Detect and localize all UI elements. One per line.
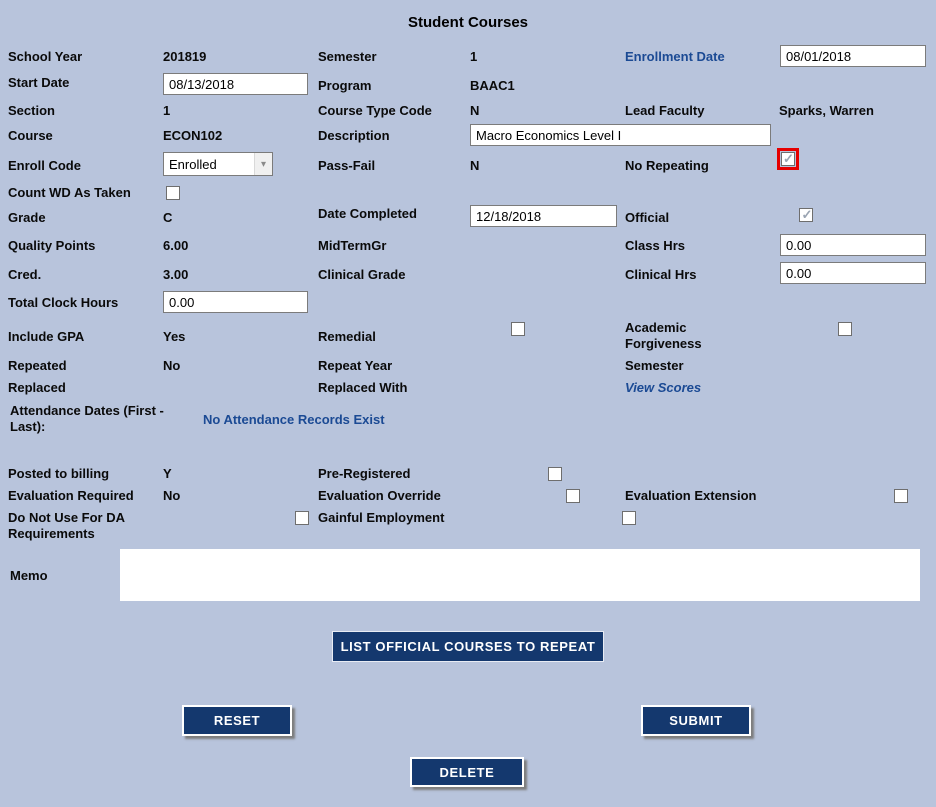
attendance-records-status: No Attendance Records Exist [203, 412, 385, 427]
include-gpa-label: Include GPA [8, 329, 85, 344]
date-completed-input[interactable] [470, 205, 617, 227]
date-completed-label: Date Completed [318, 206, 417, 221]
remedial-checkbox[interactable] [511, 322, 525, 336]
chevron-down-icon[interactable]: ▾ [254, 153, 272, 175]
program-value: BAAC1 [470, 78, 515, 93]
evaluation-extension-checkbox[interactable] [894, 489, 908, 503]
memo-label: Memo [10, 568, 48, 583]
school-year-value: 201819 [163, 49, 207, 64]
evaluation-required-label: Evaluation Required [8, 488, 134, 503]
pass-fail-value: N [470, 158, 480, 173]
reset-button[interactable]: RESET [182, 705, 292, 736]
quality-points-value: 6.00 [163, 238, 189, 253]
school-year-label: School Year [8, 49, 83, 64]
list-official-courses-button[interactable]: LIST OFFICIAL COURSES TO REPEAT [332, 631, 604, 662]
enroll-code-selected-value: Enrolled [169, 156, 217, 172]
evaluation-required-value: No [163, 488, 181, 503]
academic-forgiveness-checkbox[interactable] [838, 322, 852, 336]
class-hrs-label: Class Hrs [625, 238, 685, 253]
course-value: ECON102 [163, 128, 223, 143]
lead-faculty-value: Sparks, Warren [779, 103, 874, 118]
count-wd-checkbox[interactable] [166, 186, 180, 200]
evaluation-override-label: Evaluation Override [318, 488, 441, 503]
pre-registered-checkbox[interactable] [548, 467, 562, 481]
description-label: Description [318, 128, 390, 143]
enrollment-date-input[interactable] [780, 45, 926, 67]
do-not-use-da-label: Do Not Use For DA Requirements [8, 510, 125, 541]
cred-value: 3.00 [163, 267, 189, 282]
official-checkbox[interactable] [799, 208, 813, 222]
do-not-use-da-checkbox[interactable] [295, 511, 309, 525]
enroll-code-select[interactable] [163, 152, 273, 176]
grade-value: C [163, 210, 173, 225]
start-date-input[interactable] [163, 73, 308, 95]
clinical-hrs-label: Clinical Hrs [625, 267, 697, 282]
lead-faculty-label: Lead Faculty [625, 103, 705, 118]
repeat-year-label: Repeat Year [318, 358, 393, 373]
enroll-code-label: Enroll Code [8, 158, 81, 173]
evaluation-extension-label: Evaluation Extension [625, 488, 757, 503]
start-date-label: Start Date [8, 75, 70, 90]
no-repeating-label: No Repeating [625, 158, 709, 173]
replaced-label: Replaced [8, 380, 66, 395]
posted-to-billing-value: Y [163, 466, 172, 481]
grade-label: Grade [8, 210, 46, 225]
memo-textarea[interactable] [120, 549, 920, 601]
quality-points-label: Quality Points [8, 238, 96, 253]
no-repeating-highlight [777, 148, 799, 170]
gainful-employment-label: Gainful Employment [318, 510, 445, 525]
remedial-label: Remedial [318, 329, 376, 344]
section-label: Section [8, 103, 55, 118]
gainful-employment-checkbox[interactable] [622, 511, 636, 525]
no-repeating-checkbox[interactable] [781, 152, 795, 166]
total-clock-hours-input[interactable] [163, 291, 308, 313]
pre-registered-label: Pre-Registered [318, 466, 411, 481]
official-label: Official [625, 210, 670, 225]
clinical-hrs-input[interactable] [780, 262, 926, 284]
submit-button[interactable]: SUBMIT [641, 705, 751, 736]
section-value: 1 [163, 103, 171, 118]
clinical-grade-label: Clinical Grade [318, 267, 406, 282]
repeat-semester-label: Semester [625, 358, 684, 373]
page-title: Student Courses [407, 14, 528, 31]
enrollment-date-label[interactable]: Enrollment Date [625, 49, 725, 64]
midtermgr-label: MidTermGr [318, 238, 387, 253]
total-clock-hours-label: Total Clock Hours [8, 295, 119, 310]
view-scores-link[interactable]: View Scores [625, 380, 702, 395]
cred-label: Cred. [8, 267, 42, 282]
description-input[interactable] [470, 124, 771, 146]
course-type-code-value: N [470, 103, 480, 118]
repeated-label: Repeated [8, 358, 67, 373]
include-gpa-value: Yes [163, 329, 186, 344]
evaluation-override-checkbox[interactable] [566, 489, 580, 503]
program-label: Program [318, 78, 372, 93]
class-hrs-input[interactable] [780, 234, 926, 256]
repeated-value: No [163, 358, 181, 373]
course-type-code-label: Course Type Code [318, 103, 432, 118]
count-wd-label: Count WD As Taken [8, 185, 131, 200]
pass-fail-label: Pass-Fail [318, 158, 376, 173]
attendance-dates-label: Attendance Dates (First - Last): [10, 403, 164, 434]
course-label: Course [8, 128, 53, 143]
semester-label: Semester [318, 49, 377, 64]
posted-to-billing-label: Posted to billing [8, 466, 110, 481]
semester-value: 1 [470, 49, 478, 64]
replaced-with-label: Replaced With [318, 380, 408, 395]
academic-forgiveness-label: Academic Forgiveness [625, 320, 702, 351]
delete-button[interactable]: DELETE [410, 757, 524, 787]
